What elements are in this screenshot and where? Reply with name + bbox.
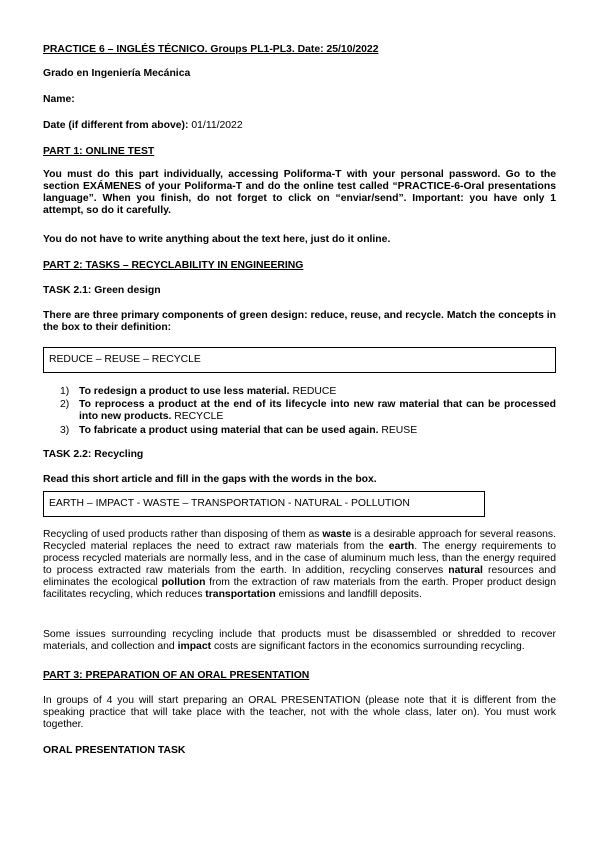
list-item [60, 386, 556, 398]
part1-note: You do not have to write anything about the text here, just do it online. [43, 234, 391, 245]
task22-instructions: Read this short article and fill in the gaps with the words in the box. [43, 474, 377, 485]
item-answer: REDUCE [289, 386, 337, 397]
part2-heading: PART 2: TASKS – RECYCLABILITY IN ENGINEERING [43, 260, 304, 271]
item-question: To reprocess a product at the end of its lifecycle into new raw material that can be processed into new products. [79, 399, 556, 422]
answer-word: waste [322, 529, 352, 540]
text-run: emissions and landfill deposits. [275, 589, 422, 600]
name-label: Name: [43, 94, 75, 105]
task21-title: TASK 2.1: Green design [43, 285, 161, 296]
item-number: 3) [60, 425, 70, 436]
answer-word: transportation [205, 589, 276, 600]
answer-word: impact [177, 641, 212, 652]
item-question: To redesign a product to use less material. [79, 386, 290, 397]
article-paragraph-2 [43, 629, 556, 653]
part1-instructions: You must do this part individually, accessing Poliforma-T with your personal password. Go to the section EXÁMENES of your Poliforma-T and do the online test called “PRACTICE-6-Oral presentations language”. When you finish, do not forget to click on “enviar/send”. Important: you have only 1 attempt, so do it carefully. [43, 169, 556, 216]
text-run: Some issues surrounding recycling include that products must be disassembled or shredded to recover materials, and collection and [43, 629, 556, 652]
text-run: costs are significant factors in the economics surrounding recycling. [211, 641, 525, 652]
date-label: Date (if different from above): [43, 120, 189, 131]
date-line [43, 120, 243, 132]
answer-word: natural [448, 565, 483, 576]
text-run: is a desirable approach for several reasons. Recycled material replaces the need to extract raw materials from the [43, 529, 556, 552]
list-item [60, 425, 556, 437]
answer-word: pollution [161, 577, 206, 588]
item-number: 2) [60, 399, 70, 410]
text-run: . The energy requirements to process recycled materials are normally less, and in the case of aluminum much less, than the energy required to process extracted raw materials from the earth. In addition, recycling conserves [43, 541, 557, 576]
oral-task-heading: ORAL PRESENTATION TASK [43, 745, 186, 756]
text-run: resources and eliminates the ecological [43, 565, 556, 588]
answer-word: earth [388, 541, 415, 552]
part3-text: In groups of 4 you will start preparing an ORAL PRESENTATION (please note that it is different from the speaking practice that will take place with the teacher, not with the whole class, later on). You must work together. [43, 695, 556, 730]
item-answer: REUSE [378, 425, 418, 436]
task22-title: TASK 2.2: Recycling [43, 449, 144, 460]
part3-heading: PART 3: PREPARATION OF AN ORAL PRESENTATION [43, 670, 310, 681]
degree-name: Grado en Ingeniería Mecánica [43, 68, 191, 79]
document-title: PRACTICE 6 – INGLÉS TÉCNICO. Groups PL1-PL3. Date: 25/10/2022 [43, 44, 379, 55]
article-paragraph-1 [43, 529, 556, 601]
task21-word-box: REDUCE – REUSE – RECYCLE [43, 347, 556, 373]
date-value: 01/11/2022 [188, 120, 243, 131]
text-run: from the extraction of raw materials from the earth. Proper product design facilitates recycling, which reduces [43, 577, 556, 600]
task22-word-box: EARTH – IMPACT - WASTE – TRANSPORTATION - NATURAL - POLLUTION [43, 491, 485, 517]
part1-heading: PART 1: ONLINE TEST [43, 146, 155, 157]
list-item [60, 399, 556, 423]
item-answer: RECYCLE [171, 411, 224, 422]
task21-instructions: There are three primary components of green design: reduce, reuse, and recycle. Match the concepts in the box to their definition: [43, 310, 556, 333]
item-number: 1) [60, 386, 70, 397]
item-question: To fabricate a product using material that can be used again. [79, 425, 379, 436]
text-run: Recycling of used products rather than disposing of them as [43, 529, 323, 540]
